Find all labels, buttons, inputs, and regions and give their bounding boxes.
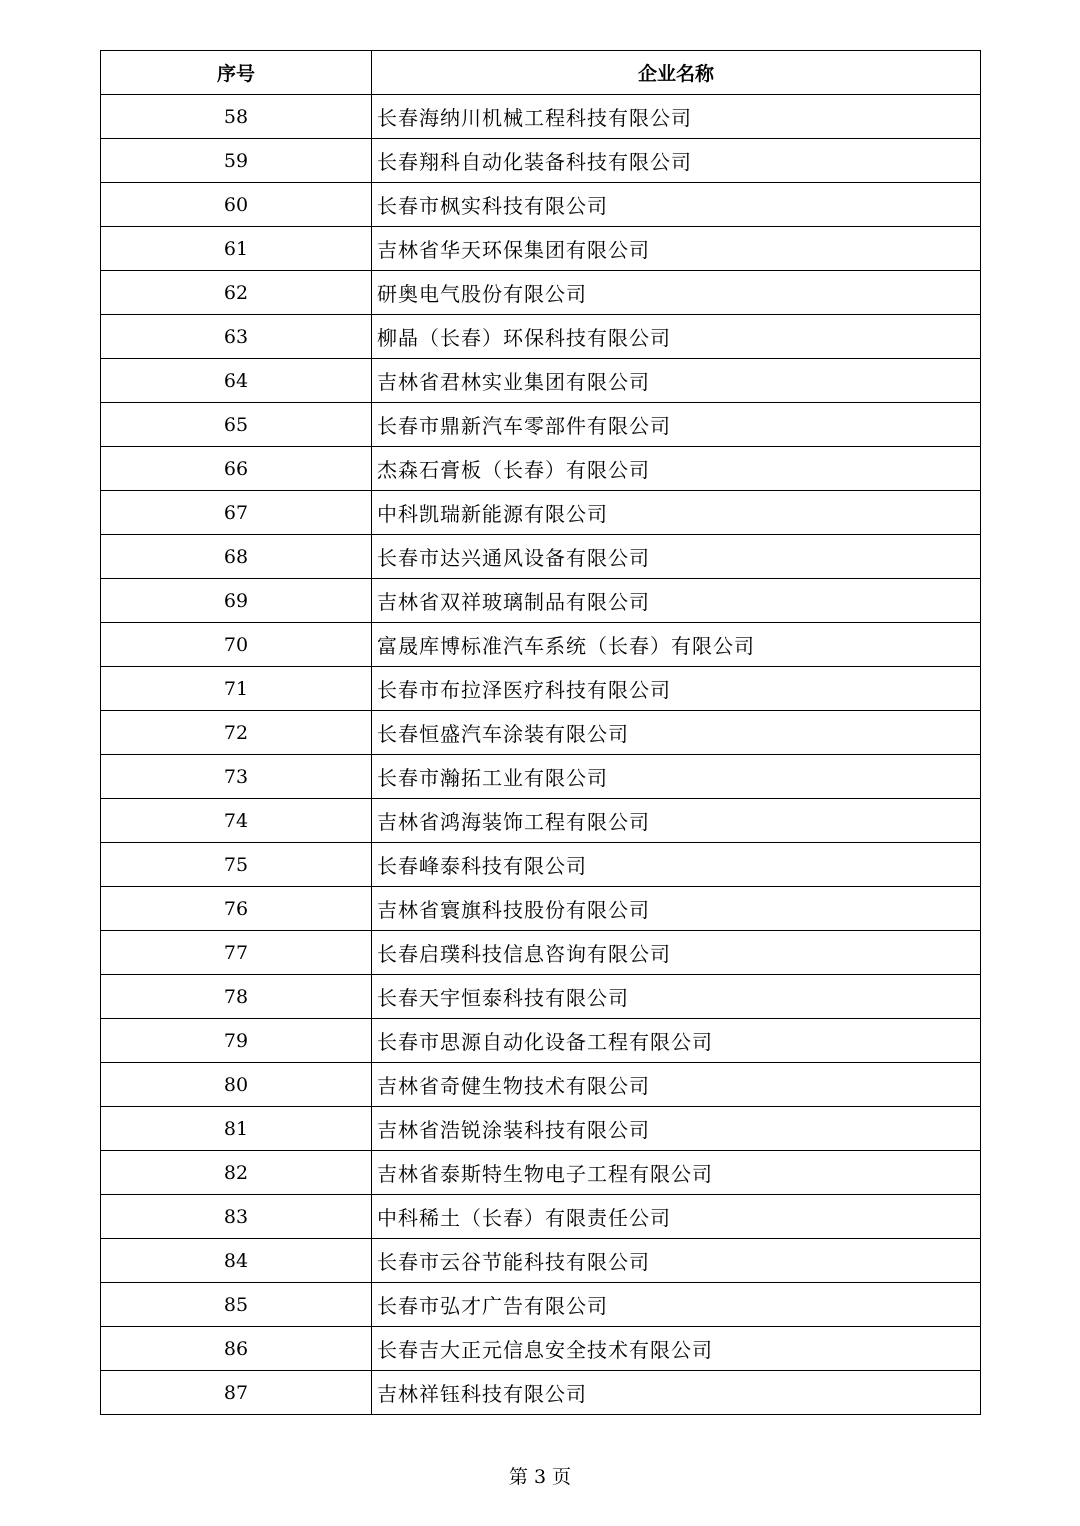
row-company-name: 长春翔科自动化装备科技有限公司 <box>372 139 981 183</box>
table-row <box>101 975 981 1019</box>
table-row <box>101 491 981 535</box>
row-company-name: 长春市思源自动化设备工程有限公司 <box>372 1019 981 1063</box>
row-serial-number: 78 <box>101 975 372 1019</box>
row-serial-number: 73 <box>101 755 372 799</box>
row-serial-number: 67 <box>101 491 372 535</box>
row-serial-number: 86 <box>101 1327 372 1371</box>
row-serial-number: 61 <box>101 227 372 271</box>
row-company-name: 杰森石膏板（长春）有限公司 <box>372 447 981 491</box>
company-table <box>100 50 981 1415</box>
row-serial-number: 62 <box>101 271 372 315</box>
header-row <box>101 51 981 95</box>
row-serial-number: 81 <box>101 1107 372 1151</box>
table-row <box>101 1239 981 1283</box>
row-serial-number: 69 <box>101 579 372 623</box>
row-serial-number: 72 <box>101 711 372 755</box>
row-company-name: 长春天宇恒泰科技有限公司 <box>372 975 981 1019</box>
table-row <box>101 1019 981 1063</box>
header-company-name: 企业名称 <box>372 51 981 95</box>
row-company-name: 柳晶（长春）环保科技有限公司 <box>372 315 981 359</box>
row-serial-number: 74 <box>101 799 372 843</box>
table-row <box>101 271 981 315</box>
table-row <box>101 535 981 579</box>
row-serial-number: 85 <box>101 1283 372 1327</box>
table-row <box>101 1371 981 1415</box>
table-row <box>101 887 981 931</box>
row-company-name: 吉林省双祥玻璃制品有限公司 <box>372 579 981 623</box>
table-row <box>101 139 981 183</box>
row-company-name: 吉林省泰斯特生物电子工程有限公司 <box>372 1151 981 1195</box>
row-company-name: 吉林省华天环保集团有限公司 <box>372 227 981 271</box>
table-row <box>101 1195 981 1239</box>
row-company-name: 长春市达兴通风设备有限公司 <box>372 535 981 579</box>
table-row <box>101 183 981 227</box>
row-serial-number: 68 <box>101 535 372 579</box>
row-serial-number: 71 <box>101 667 372 711</box>
table-row <box>101 843 981 887</box>
table-row <box>101 403 981 447</box>
table-row <box>101 623 981 667</box>
row-company-name: 长春峰泰科技有限公司 <box>372 843 981 887</box>
table-row <box>101 315 981 359</box>
row-serial-number: 80 <box>101 1063 372 1107</box>
table-row <box>101 95 981 139</box>
row-company-name: 长春启璞科技信息咨询有限公司 <box>372 931 981 975</box>
row-serial-number: 79 <box>101 1019 372 1063</box>
row-company-name: 吉林省奇健生物技术有限公司 <box>372 1063 981 1107</box>
row-company-name: 长春海纳川机械工程科技有限公司 <box>372 95 981 139</box>
row-company-name: 长春市弘才广告有限公司 <box>372 1283 981 1327</box>
row-serial-number: 63 <box>101 315 372 359</box>
row-company-name: 长春市云谷节能科技有限公司 <box>372 1239 981 1283</box>
row-serial-number: 82 <box>101 1151 372 1195</box>
row-company-name: 吉林祥钰科技有限公司 <box>372 1371 981 1415</box>
table-body <box>101 95 981 1415</box>
row-company-name: 长春吉大正元信息安全技术有限公司 <box>372 1327 981 1371</box>
row-company-name: 长春市鼎新汽车零部件有限公司 <box>372 403 981 447</box>
table-row <box>101 1107 981 1151</box>
row-company-name: 长春市瀚拓工业有限公司 <box>372 755 981 799</box>
row-serial-number: 65 <box>101 403 372 447</box>
table-row <box>101 447 981 491</box>
row-company-name: 吉林省君林实业集团有限公司 <box>372 359 981 403</box>
row-serial-number: 70 <box>101 623 372 667</box>
table-row <box>101 1327 981 1371</box>
row-company-name: 吉林省浩锐涂装科技有限公司 <box>372 1107 981 1151</box>
row-serial-number: 77 <box>101 931 372 975</box>
row-serial-number: 87 <box>101 1371 372 1415</box>
table-row <box>101 1063 981 1107</box>
header-serial-number: 序号 <box>101 51 372 95</box>
row-company-name: 长春恒盛汽车涂装有限公司 <box>372 711 981 755</box>
table-row <box>101 359 981 403</box>
row-serial-number: 75 <box>101 843 372 887</box>
table-row <box>101 799 981 843</box>
table-row <box>101 1283 981 1327</box>
row-serial-number: 84 <box>101 1239 372 1283</box>
row-company-name: 中科稀土（长春）有限责任公司 <box>372 1195 981 1239</box>
table-header <box>101 51 981 95</box>
row-company-name: 长春市布拉泽医疗科技有限公司 <box>372 667 981 711</box>
table-row <box>101 755 981 799</box>
row-serial-number: 60 <box>101 183 372 227</box>
table-row <box>101 579 981 623</box>
row-company-name: 吉林省寰旗科技股份有限公司 <box>372 887 981 931</box>
row-company-name: 长春市枫实科技有限公司 <box>372 183 981 227</box>
page-number: 第 3 页 <box>508 1466 572 1488</box>
row-serial-number: 83 <box>101 1195 372 1239</box>
table-row <box>101 1151 981 1195</box>
row-serial-number: 58 <box>101 95 372 139</box>
row-company-name: 富晟库博标准汽车系统（长春）有限公司 <box>372 623 981 667</box>
table-row <box>101 931 981 975</box>
table-row <box>101 667 981 711</box>
row-serial-number: 59 <box>101 139 372 183</box>
row-company-name: 研奥电气股份有限公司 <box>372 271 981 315</box>
row-serial-number: 64 <box>101 359 372 403</box>
table-row <box>101 711 981 755</box>
table-row <box>101 227 981 271</box>
row-serial-number: 66 <box>101 447 372 491</box>
row-company-name: 吉林省鸿海装饰工程有限公司 <box>372 799 981 843</box>
row-serial-number: 76 <box>101 887 372 931</box>
row-company-name: 中科凯瑞新能源有限公司 <box>372 491 981 535</box>
